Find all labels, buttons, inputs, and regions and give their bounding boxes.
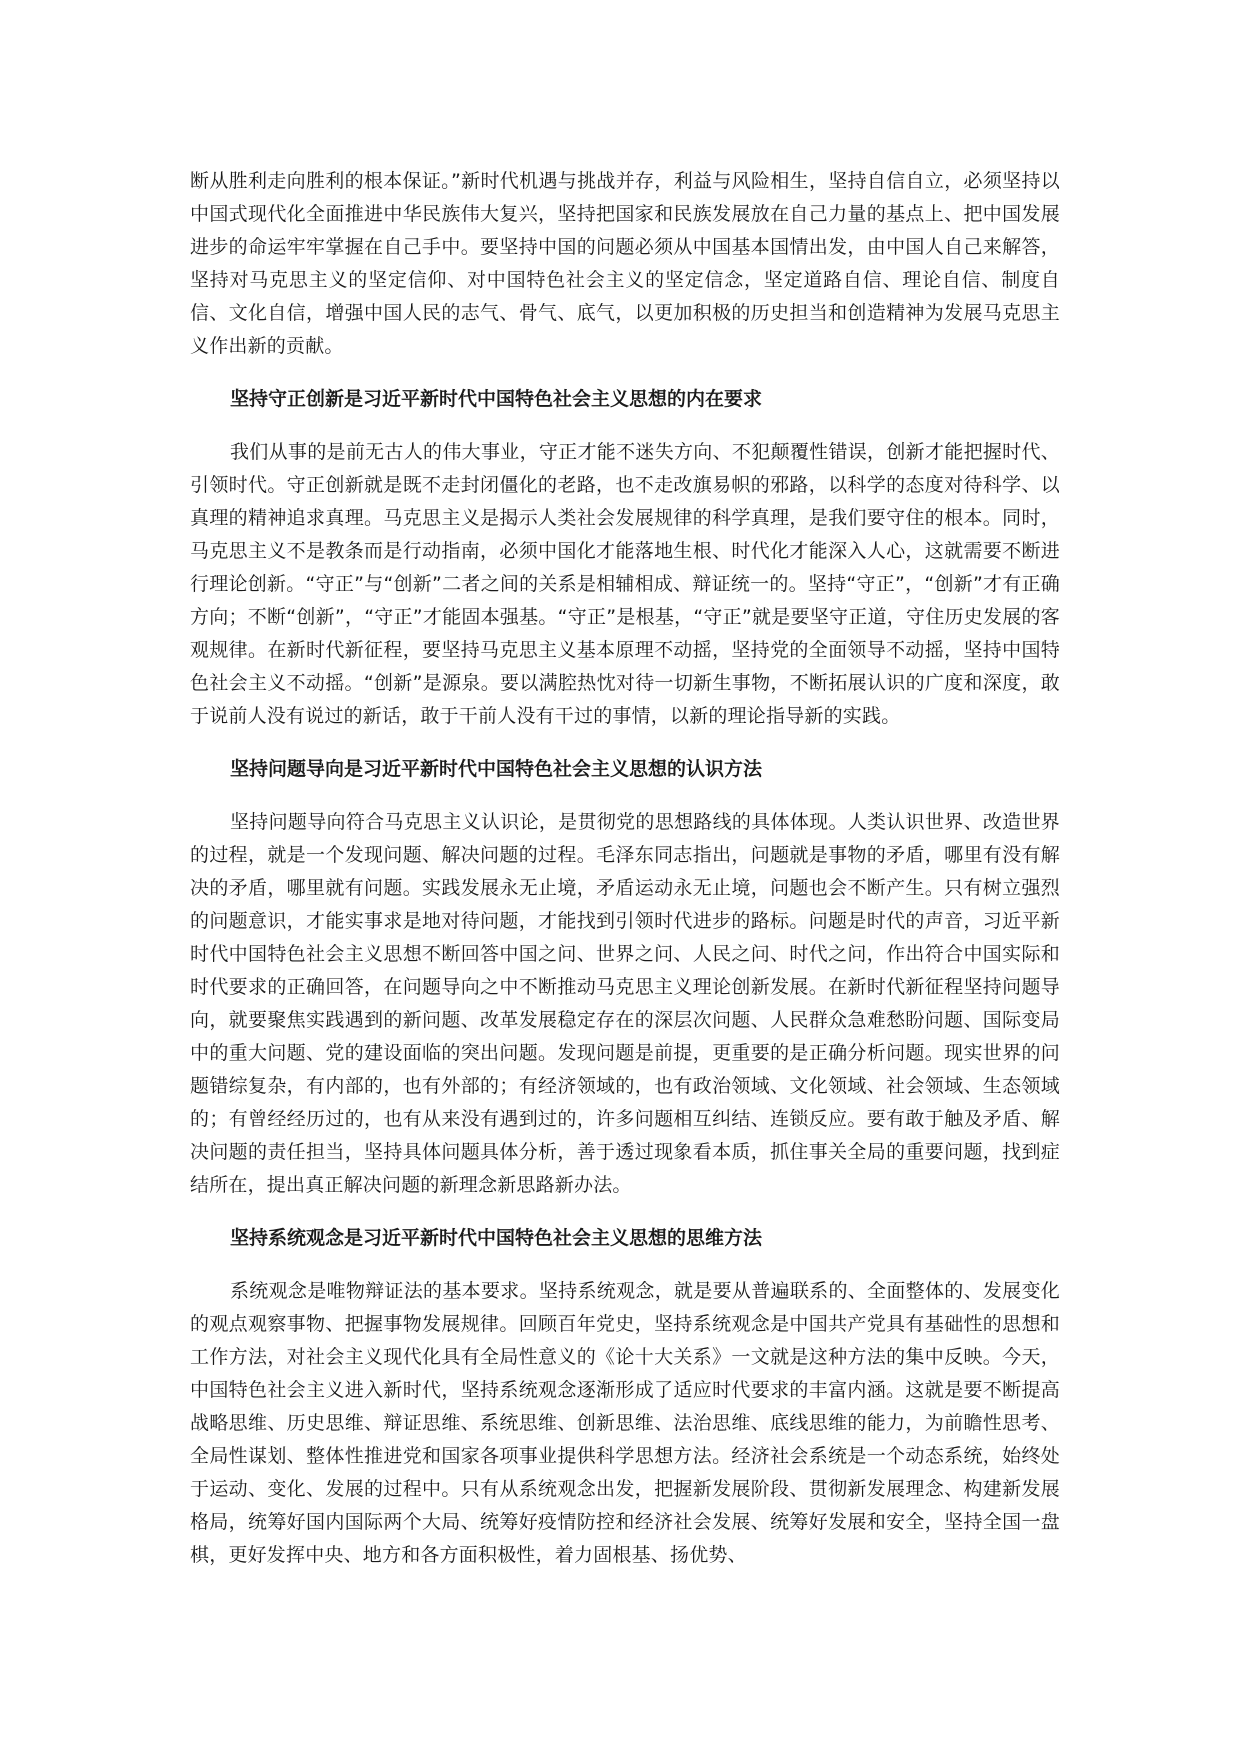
intro-paragraph: 断从胜利走向胜利的根本保证。”新时代机遇与挑战并存，利益与风险相生，坚持自信自立，必须坚持以中国式现代化全面推进中华民族伟大复兴，坚持把国家和民族发展放在自己力量的基点上、把中国发展进步的命运牢牢掌握在自己手中。要坚持中国的问题必须从中国基本国情出发，由中国人自己来解答，坚持对马克思主义的坚定信仰、对中国特色社会主义的坚定信念，坚定道路自信、理论自信、制度自信、文化自信，增强中国人民的志气、骨气、底气，以更加积极的历史担当和创造精神为发展马克思主义作出新的贡献。 bbox=[190, 170, 1060, 357]
section-heading-xitong-guannian: 坚持系统观念是习近平新时代中国特色社会主义思想的思维方法 bbox=[230, 1227, 763, 1249]
document-body bbox=[190, 165, 1060, 1572]
section-body-shouzheng-chuangxin: 我们从事的是前无古人的伟大事业，守正才能不迷失方向、不犯颠覆性错误，创新才能把握时代、引领时代。守正创新就是既不走封闭僵化的老路，也不走改旗易帜的邪路，以科学的态度对待科学、以真理的精神追求真理。马克思主义是揭示人类社会发展规律的科学真理，是我们要守住的根本。同时，马克思主义不是教条而是行动指南，必须中国化才能落地生根、时代化才能深入人心，这就需要不断进行理论创新。“守正”与“创新”二者之间的关系是相辅相成、辩证统一的。坚持“守正”，“创新”才有正确方向；不断“创新”，“守正”才能固本强基。“守正”是根基，“守正”就是要坚守正道，守住历史发展的客观规律。在新时代新征程，要坚持马克思主义基本原理不动摇，坚持党的全面领导不动摇，坚持中国特色社会主义不动摇。“创新”是源泉。要以满腔热忱对待一切新生事物，不断拓展认识的广度和深度，敢于说前人没有说过的新话，敢于干前人没有干过的事情，以新的理论指导新的实践。 bbox=[190, 441, 1060, 727]
section-body-wenti-daoxiang: 坚持问题导向符合马克思主义认识论，是贯彻党的思想路线的具体体现。人类认识世界、改造世界的过程，就是一个发现问题、解决问题的过程。毛泽东同志指出，问题就是事物的矛盾，哪里有没有解决的矛盾，哪里就有问题。实践发展永无止境，矛盾运动永无止境，问题也会不断产生。只有树立强烈的问题意识，才能实事求是地对待问题，才能找到引领时代进步的路标。问题是时代的声音，习近平新时代中国特色社会主义思想不断回答中国之问、世界之问、人民之问、时代之问，作出符合中国实际和时代要求的正确回答，在问题导向之中不断推动马克思主义理论创新发展。在新时代新征程坚持问题导向，就要聚焦实践遇到的新问题、改革发展稳定存在的深层次问题、人民群众急难愁盼问题、国际变局中的重大问题、党的建设面临的突出问题。发现问题是前提，更重要的是正确分析问题。现实世界的问题错综复杂，有内部的，也有外部的；有经济领域的，也有政治领域、文化领域、社会领域、生态领域的；有曾经经历过的，也有从来没有遇到过的，许多问题相互纠结、连锁反应。要有敢于触及矛盾、解决问题的责任担当，坚持具体问题具体分析，善于透过现象看本质，抓住事关全局的重要问题，找到症结所在，提出真正解决问题的新理念新思路新办法。 bbox=[190, 811, 1060, 1196]
section-heading-wenti-daoxiang: 坚持问题导向是习近平新时代中国特色社会主义思想的认识方法 bbox=[230, 758, 763, 780]
section-body-xitong-guannian: 系统观念是唯物辩证法的基本要求。坚持系统观念，就是要从普遍联系的、全面整体的、发展变化的观点观察事物、把握事物发展规律。回顾百年党史，坚持系统观念是中国共产党具有基础性的思想和工作方法，对社会主义现代化具有全局性意义的《论十大关系》一文就是这种方法的集中反映。今天，中国特色社会主义进入新时代，坚持系统观念逐渐形成了适应时代要求的丰富内涵。这就是要不断提高战略思维、历史思维、辩证思维、系统思维、创新思维、法治思维、底线思维的能力，为前瞻性思考、全局性谋划、整体性推进党和国家各项事业提供科学思想方法。经济社会系统是一个动态系统，始终处于运动、变化、发展的过程中。只有从系统观念出发，把握新发展阶段、贯彻新发展理念、构建新发展格局，统筹好国内国际两个大局、统筹好疫情防控和经济社会发展、统筹好发展和安全，坚持全国一盘棋，更好发挥中央、地方和各方面积极性，着力固根基、扬优势、 bbox=[190, 1280, 1060, 1566]
section-heading-shouzheng-chuangxin: 坚持守正创新是习近平新时代中国特色社会主义思想的内在要求 bbox=[230, 388, 763, 410]
